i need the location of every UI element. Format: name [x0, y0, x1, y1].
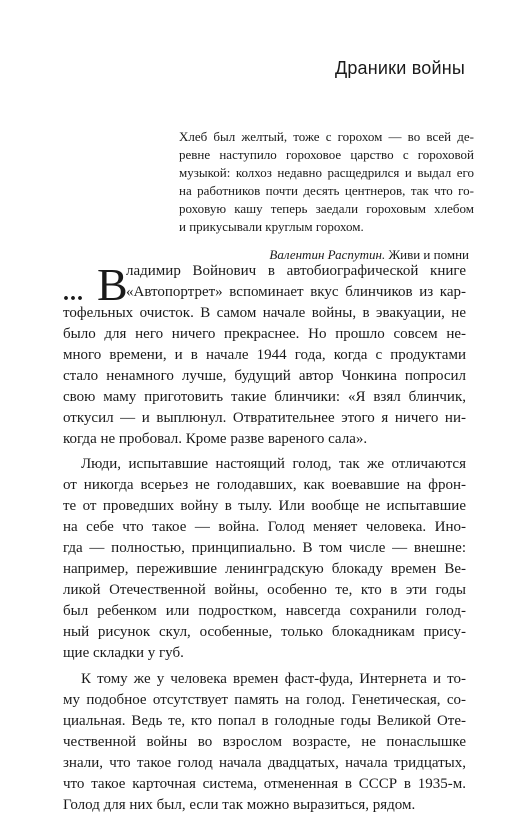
paragraph-1-line: когда не пробовал. Кроме разве вареного сала».	[63, 431, 368, 447]
paragraph-1-line: «Автопортрет» вспоминает вкус блинчиков из кар-	[126, 284, 466, 300]
epigraph-work: Живи и помни	[385, 247, 469, 262]
paragraph-1-line: тофельных очисток. В самом начале войны, в эвакуации, не	[63, 305, 466, 321]
epigraph-line: на работников почти десять центнеров, так что го-	[179, 183, 474, 198]
paragraph-2-line: ликой Отечественной войны, особенно те, кто в эти годы	[63, 582, 466, 598]
paragraph-3-line: му подобное отсутствует память на голод. Генетическая, со-	[63, 692, 466, 708]
paragraph-3-line: циальная. Ведь те, кто попал в голодные годы Великой Оте-	[63, 713, 466, 729]
paragraph-2-line: гда — полностью, принципиально. В том числе — внешне:	[63, 540, 466, 556]
paragraph-2-line: был ребенком или подростком, навсегда сохранили голод-	[63, 603, 466, 619]
paragraph-1-line: свою маму приготовить такие блинчики: «Я взял блинчик,	[63, 389, 466, 405]
paragraph-2-line: щие складки у губ.	[63, 645, 184, 661]
paragraph-2-line: например, пережившие ленинградскую блокаду времен Ве-	[63, 561, 466, 577]
paragraph-3-line: Голод для них был, если так можно выразиться, рядом.	[63, 797, 416, 813]
paragraph-3-line: чественной войны во взрослом возрасте, не понаслышке	[63, 734, 466, 750]
paragraph-1-line: ладимир Войнович в автобиографической книге	[126, 263, 466, 279]
paragraph-1-line: откусил — и выплюнул. Отвратительнее этого я ничего ни-	[63, 410, 466, 426]
epigraph-line: и прикусывали круглым горохом.	[179, 219, 364, 234]
paragraph-2-line: на себе что такое — война. Голод меняет человека. Ино-	[63, 519, 466, 535]
paragraph-2-line: Люди, испытавшие настоящий голод, так же отличаются	[81, 456, 466, 472]
paragraph-3-line: знали, что такое голод начала двадцатых, начала тридцатых,	[63, 755, 466, 771]
paragraph-3-line: что такое карточная система, отмененная в СССР в 1935-м.	[63, 776, 466, 792]
paragraph-1-line: стало ненамного лучше, будущий автор Чонкина попросил	[63, 368, 466, 384]
paragraph-2-line: от никогда всерьез не голодавших, как воевавшие на фрон-	[63, 477, 466, 493]
epigraph-line: музыкой: колхоз недавно расщедрился и выдал его	[179, 165, 474, 180]
epigraph-attribution	[269, 247, 469, 263]
paragraph-2-line: те от проведших войну в тылу. Или вообще не испытавшие	[63, 498, 466, 514]
epigraph-line: ревне наступило гороховое царство с гороховой	[179, 147, 474, 162]
epigraph-line: роховую кашу теперь заедали гороховым хлебом	[179, 201, 474, 216]
epigraph	[179, 128, 474, 236]
paragraph-3-line: К тому же у человека времен фаст-фуда, Интернета и то-	[81, 671, 466, 687]
paragraph-1-line: много времени, и в начале 1944 года, когда с продуктами	[63, 347, 466, 363]
epigraph-author: Валентин Распутин.	[269, 247, 386, 262]
dropcap-letter: В	[97, 259, 128, 310]
dropcap-ellipsis: ...	[63, 280, 84, 306]
epigraph-line: Хлеб был желтый, тоже с горохом — во всей де-	[179, 129, 474, 144]
paragraph-2-line: ный рисунок скул, особенные, только блокадникам прису-	[63, 624, 466, 640]
paragraph-1-line: было для него ничего прекраснее. Но прошло совсем не-	[63, 326, 466, 342]
running-header: Драники войны	[334, 58, 465, 78]
